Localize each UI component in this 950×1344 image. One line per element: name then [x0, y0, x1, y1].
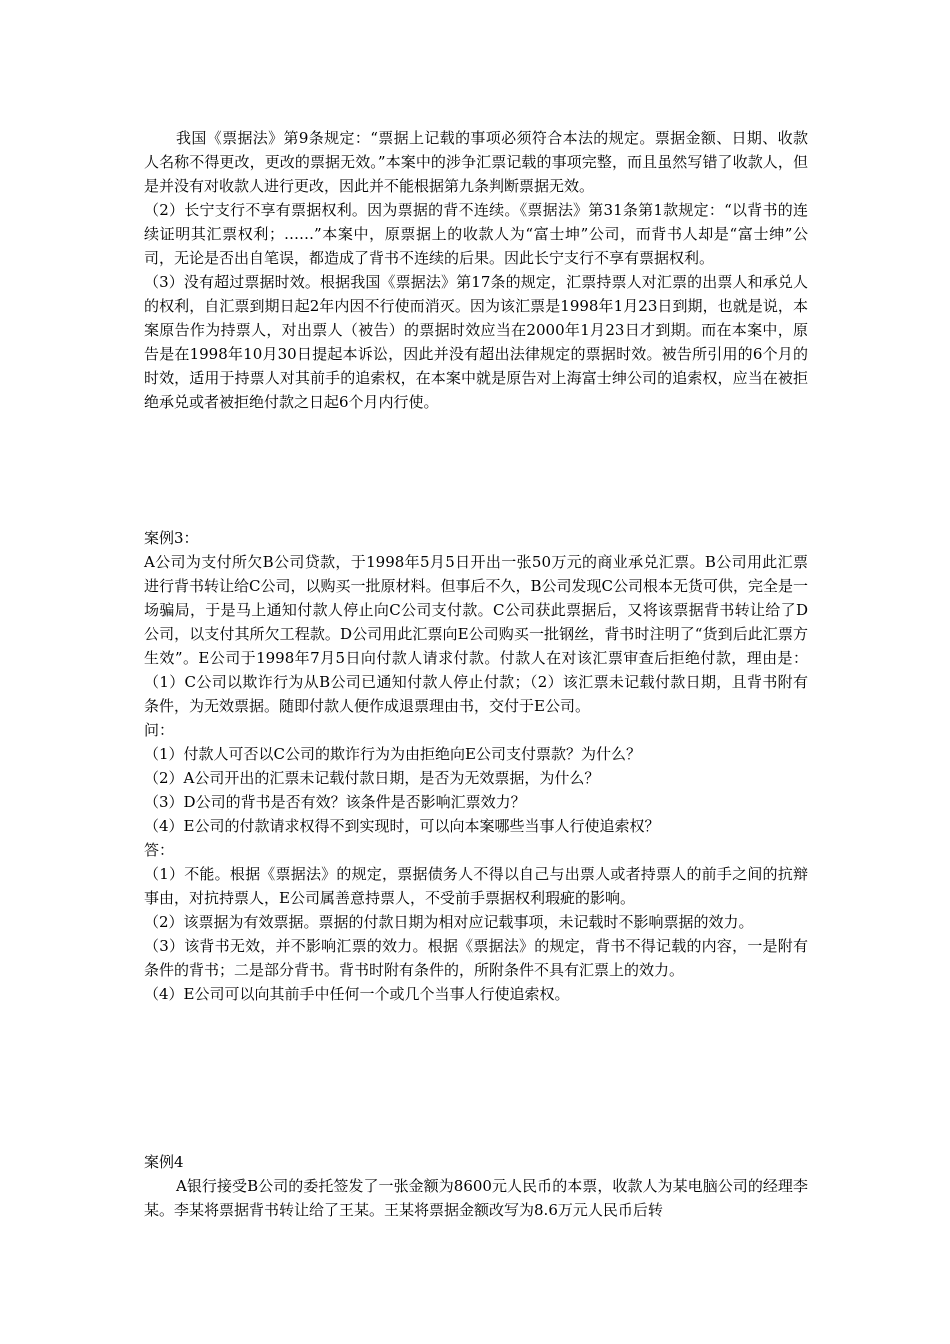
- case3-body: A公司为支付所欠B公司贷款，于1998年5月5日开出一张50万元的商业承兑汇票。B公司用此汇票进行背书转让给C公司，以购买一批原材料。但事后不久，B公司发现C公司根本无货可供，完全是一场骗局，于是马上通知付款人停止向C公司支付款。C公司获此票据后，又将该票据背书转让给了D公司，以支付其所欠工程款。D公司用此汇票向E公司购买一批钢丝，背书时注明了“货到后此汇票方生效”。E公司于1998年7月5日向付款人请求付款。付款人在对该汇票审查后拒绝付款，理由是：（1）C公司以欺诈行为从B公司已通知付款人停止付款；（2）该汇票未记载付款日期，且背书附有条件，为无效票据。随即付款人便作成退票理由书，交付于E公司。: [144, 553, 808, 715]
- case3-answer-label: 答：: [144, 841, 175, 859]
- case3-question-2: （2）A公司开出的汇票未记载付款日期，是否为无效票据，为什么？: [144, 769, 600, 787]
- case3-answer-2: （2）该票据为有效票据。票据的付款日期为相对应记载事项，未记载时不影响票据的效力。: [144, 913, 754, 931]
- case4-section: [144, 1150, 808, 1222]
- case3-question-1: （1）付款人可否以C公司的欺诈行为为由拒绝向E公司支付票款？为什么？: [144, 745, 641, 763]
- case3-answer-1: （1）不能。根据《票据法》的规定，票据债务人不得以自己与出票人或者持票人的前手之间的抗辩事由，对抗持票人，E公司属善意持票人，不受前手票据权利瑕疵的影响。: [144, 865, 808, 907]
- case3-section: [144, 526, 808, 1006]
- paragraph-answer-3: （3）没有超过票据时效。根据我国《票据法》第17条的规定，汇票持票人对汇票的出票人和承兑人的权利，自汇票到期日起2年内因不行使而消灭。因为该汇票是1998年1月23日到期，也就是说，本案原告作为持票人，对出票人（被告）的票据时效应当在2000年1月23日才到期。而在本案中，原告是在1998年10月30日提起本诉讼，因此并没有超出法律规定的票据时效。被告所引用的6个月的时效，适用于持票人对其前手的追索权，在本案中就是原告对上海富士绅公司的追索权，应当在被拒绝承兑或者被拒绝付款之日起6个月内行使。: [144, 273, 808, 411]
- case3-title: 案例3：: [144, 529, 199, 547]
- case2-answer-continuation: [144, 126, 808, 414]
- case3-answer-4: （4）E公司可以向其前手中任何一个或几个当事人行使追索权。: [144, 985, 570, 1003]
- case3-question-label: 问：: [144, 721, 175, 739]
- paragraph-answer-2: （2）长宁支行不享有票据权利。因为票据的背不连续。《票据法》第31条第1款规定：“以背书的连续证明其汇票权利；……”本案中，原票据上的收款人为“富士坤”公司，而背书人却是“富士绅”公司，无论是否出自笔误，都造成了背书不连续的后果。因此长宁支行不享有票据权利。: [144, 201, 808, 267]
- case4-title: 案例4: [144, 1153, 184, 1171]
- paragraph-article-9: 我国《票据法》第9条规定：“票据上记载的事项必须符合本法的规定。票据金额、日期、收款人名称不得更改，更改的票据无效。”本案中的涉争汇票记载的事项完整，而且虽然写错了收款人，但是并没有对收款人进行更改，因此并不能根据第九条判断票据无效。: [144, 129, 808, 195]
- case4-body: A银行接受B公司的委托签发了一张金额为8600元人民币的本票，收款人为某电脑公司的经理李某。李某将票据背书转让给了王某。王某将票据金额改写为8.6万元人民币后转: [144, 1177, 808, 1219]
- case3-question-4: （4）E公司的付款请求权得不到实现时，可以向本案哪些当事人行使追索权？: [144, 817, 660, 835]
- case3-question-3: （3）D公司的背书是否有效？该条件是否影响汇票效力？: [144, 793, 526, 811]
- case3-answer-3: （3）该背书无效，并不影响汇票的效力。根据《票据法》的规定，背书不得记载的内容，一是附有条件的背书；二是部分背书。背书时附有条件的，所附条件不具有汇票上的效力。: [144, 937, 808, 979]
